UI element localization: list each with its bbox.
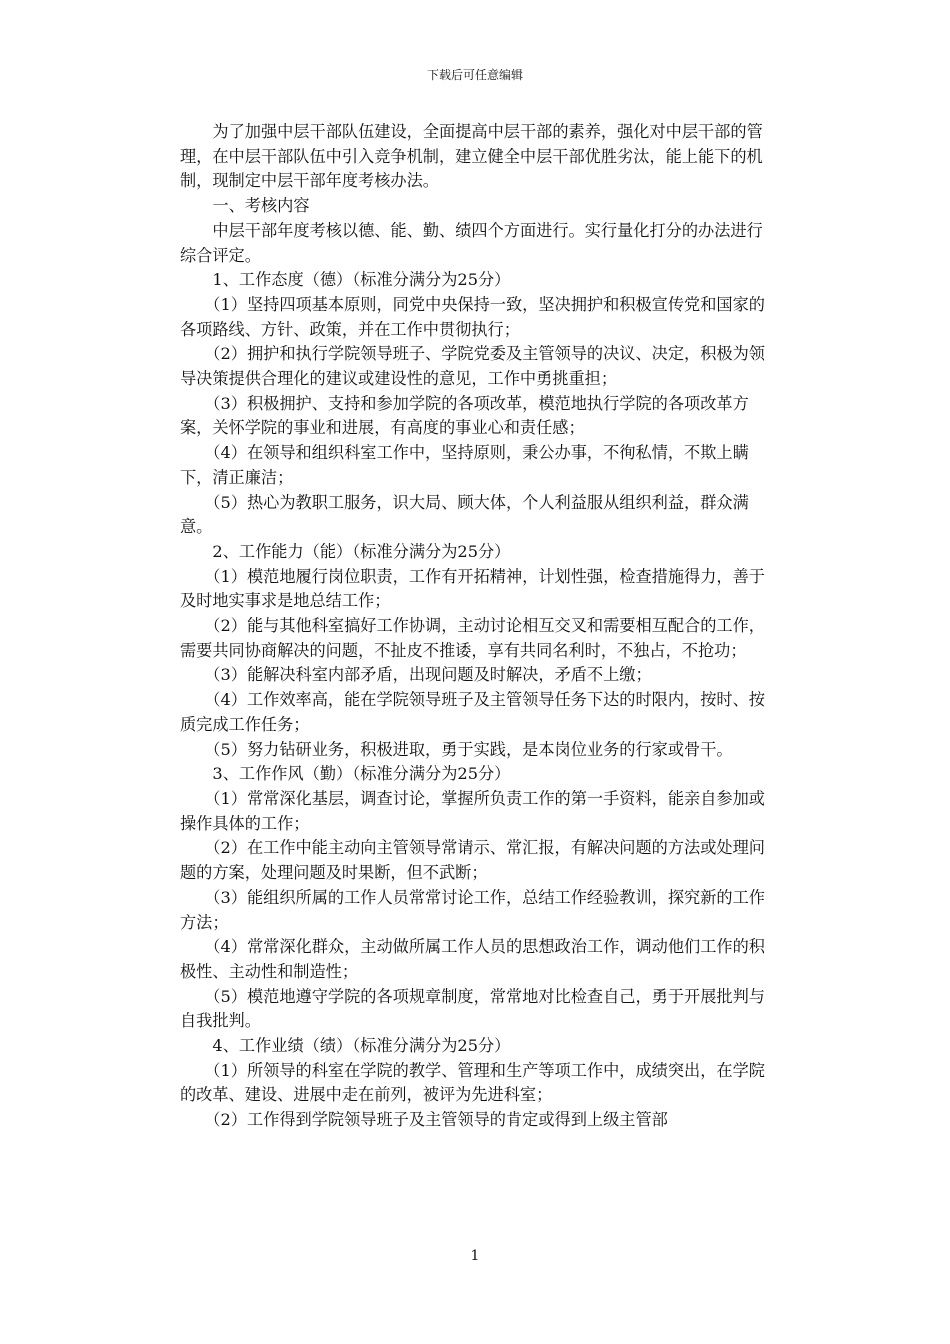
list-item: （2）拥护和执行学院领导班子、学院党委及主管领导的决议、决定，积极为领导决策提供合理化的建议或建设性的意见，工作中勇挑重担； xyxy=(180,344,765,389)
page-header: 下载后可任意编辑 xyxy=(426,68,523,82)
list-item: （1）常常深化基层，调查讨论，掌握所负责工作的第一手资料，能亲自参加或操作具体的工作； xyxy=(180,788,765,833)
paragraph: 中层干部年度考核以德、能、勤、绩四个方面进行。实行量化打分的办法进行综合评定。 xyxy=(180,220,763,265)
list-item: （1）模范地履行岗位职责，工作有开拓精神，计划性强，检查措施得力，善于及时地实事求是地总结工作； xyxy=(180,566,765,611)
paragraph: 为了加强中层干部队伍建设，全面提高中层干部的素养，强化对中层干部的管理，在中层干部队伍中引入竞争机制，建立健全中层干部优胜劣汰，能上能下的机制，现制定中层干部年度考核办法。 xyxy=(180,122,763,191)
subsection-heading: 2、工作能力（能）（标准分满分为25分） xyxy=(212,541,511,561)
list-item: （4）工作效率高，能在学院领导班子及主管领导任务下达的时限内，按时、按质完成工作任务； xyxy=(180,690,765,734)
list-item: （5）模范地遵守学院的各项规章制度，常常地对比检查自己，勇于开展批判与自我批判。 xyxy=(180,986,765,1031)
list-item: （2）在工作中能主动向主管领导常请示、常汇报，有解决问题的方法或处理问题的方案，处理问题及时果断，但不武断； xyxy=(180,838,765,883)
list-item: （5）努力钻研业务，积极进取，勇于实践，是本岗位业务的行家或骨干。 xyxy=(204,739,733,759)
list-item: （2）能与其他科室搞好工作协调，主动讨论相互交叉和需要相互配合的工作，需要共同协商解决的问题，不扯皮不推诿，享有共同名利时，不独占，不抢功； xyxy=(180,616,765,660)
section-heading: 一、考核内容 xyxy=(212,196,310,216)
list-item: （5）热心为教职工服务，识大局、顾大体，个人利益服从组织利益，群众满意。 xyxy=(180,492,749,537)
list-item: （4）在领导和组织科室工作中，坚持原则，秉公办事，不徇私情，不欺上瞒下，清正廉洁； xyxy=(180,443,749,487)
list-item: （2）工作得到学院领导班子及主管领导的肯定或得到上级主管部 xyxy=(204,1110,668,1130)
list-item: （4）常常深化群众，主动做所属工作人员的思想政治工作，调动他们工作的积极性、主动性和制造性； xyxy=(180,937,765,981)
subsection-heading: 1、工作态度（德）（标准分满分为25分） xyxy=(212,270,511,290)
page-number: 1 xyxy=(470,1248,480,1264)
list-item: （1）所领导的科室在学院的教学、管理和生产等项工作中，成绩突出，在学院的改革、建设、进展中走在前列，被评为先进科室； xyxy=(180,1060,765,1105)
document-body xyxy=(180,120,778,1133)
subsection-heading: 4、工作业绩（绩）（标准分满分为25分） xyxy=(212,1036,511,1056)
list-item: （1）坚持四项基本原则，同党中央保持一致，坚决拥护和积极宣传党和国家的各项路线、方针、政策，并在工作中贯彻执行； xyxy=(180,294,765,339)
list-item: （3）能解决科室内部矛盾，出现问题及时解决，矛盾不上缴； xyxy=(204,665,652,685)
subsection-heading: 3、工作作风（勤）（标准分满分为25分） xyxy=(212,764,511,784)
list-item: （3）积极拥护、支持和参加学院的各项改革，模范地执行学院的各项改革方案，关怀学院的事业和进展，有高度的事业心和责任感； xyxy=(180,393,749,438)
list-item: （3）能组织所属的工作人员常常讨论工作，总结工作经验教训，探究新的工作方法； xyxy=(180,887,765,932)
